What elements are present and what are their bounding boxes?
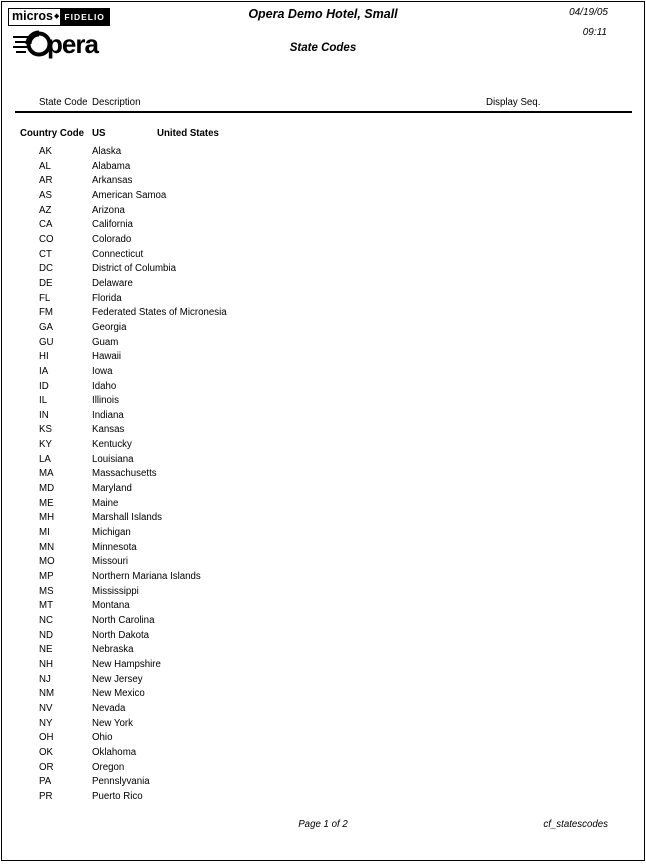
state-description-cell: Nevada <box>92 702 126 714</box>
hotel-name: Opera Demo Hotel, Small <box>248 7 398 21</box>
state-description-cell: Maine <box>92 497 119 509</box>
state-description-cell: Hawaii <box>92 351 122 363</box>
report-date: 04/19/05 <box>569 7 608 18</box>
state-code-cell: GA <box>39 321 53 333</box>
state-code-cell: CO <box>39 233 54 245</box>
state-code-cell: FL <box>39 292 51 304</box>
table-row <box>0 159 646 174</box>
state-code-cell: FM <box>39 307 53 319</box>
state-code-cell: IN <box>39 409 49 421</box>
table-row <box>0 613 646 628</box>
table-row <box>0 276 646 291</box>
state-description-cell: Northern Mariana Islands <box>92 571 201 583</box>
header-divider <box>15 111 632 113</box>
table-row <box>0 584 646 599</box>
state-code-cell: CA <box>39 219 53 231</box>
table-row <box>0 730 646 745</box>
state-description-cell: Colorado <box>92 233 132 245</box>
state-description-cell: District of Columbia <box>92 263 176 275</box>
table-row <box>0 525 646 540</box>
state-code-cell: PA <box>39 776 52 788</box>
table-row <box>0 203 646 218</box>
state-description-cell: New Mexico <box>92 688 145 700</box>
state-code-cell: DE <box>39 277 53 289</box>
table-row <box>0 598 646 613</box>
report-id: cf_statescodes <box>543 819 608 830</box>
table-row <box>0 437 646 452</box>
state-code-cell: LA <box>39 453 51 465</box>
state-code-cell: MP <box>39 571 54 583</box>
table-row <box>0 672 646 687</box>
state-description-cell: Alaska <box>92 146 122 157</box>
table-row <box>0 305 646 320</box>
state-description-cell: Massachusetts <box>92 468 157 480</box>
table-row <box>0 422 646 437</box>
state-description-cell: Illinois <box>92 395 119 407</box>
table-row <box>0 701 646 716</box>
state-description-cell: North Dakota <box>92 629 150 641</box>
state-description-cell: Marshall Islands <box>92 512 162 524</box>
state-code-cell: MT <box>39 600 53 612</box>
table-row <box>0 261 646 276</box>
state-description-cell: Minnesota <box>92 541 137 553</box>
header-description: Description <box>92 97 141 108</box>
state-code-cell: MO <box>39 556 55 568</box>
state-code-cell: NJ <box>39 673 51 685</box>
table-row <box>0 510 646 525</box>
table-row <box>0 232 646 247</box>
state-code-cell: HI <box>39 351 49 363</box>
table-row <box>0 745 646 760</box>
table-row <box>0 291 646 306</box>
state-description-cell: Mississippi <box>92 585 139 597</box>
state-code-list <box>0 144 646 804</box>
table-row <box>0 642 646 657</box>
table-row <box>0 452 646 467</box>
state-code-cell: NH <box>39 658 53 670</box>
state-description-cell: Federated States of Micronesia <box>92 307 227 319</box>
state-code-cell: AL <box>39 160 51 172</box>
micros-logo-text: micros <box>12 9 53 23</box>
page-number: Page 1 of 2 <box>298 819 348 830</box>
state-code-cell: NV <box>39 702 53 714</box>
table-row <box>0 173 646 188</box>
state-code-cell: OK <box>39 746 53 758</box>
diamond-icon: ◆ <box>54 13 60 20</box>
state-description-cell: American Samoa <box>92 189 167 201</box>
state-description-cell: Nebraska <box>92 644 134 656</box>
table-row <box>0 496 646 511</box>
table-row <box>0 540 646 555</box>
table-row <box>0 554 646 569</box>
table-row <box>0 247 646 262</box>
state-code-cell: ND <box>39 629 53 641</box>
state-code-cell: NY <box>39 717 53 729</box>
table-row <box>0 335 646 350</box>
country-code-value: US <box>92 128 106 139</box>
state-description-cell: Montana <box>92 600 130 612</box>
header-state-code: State Code <box>39 97 88 108</box>
table-row <box>0 686 646 701</box>
report-footer <box>0 819 646 833</box>
table-row <box>0 349 646 364</box>
state-description-cell: Pennslyvania <box>92 776 150 788</box>
opera-logo-text: pera <box>47 29 98 59</box>
state-code-cell: OR <box>39 761 54 773</box>
table-row <box>0 379 646 394</box>
state-description-cell: Alabama <box>92 160 131 172</box>
state-code-cell: NE <box>39 644 53 656</box>
state-code-cell: AR <box>39 175 53 187</box>
state-description-cell: New Hampshire <box>92 658 161 670</box>
state-description-cell: Louisiana <box>92 453 134 465</box>
state-description-cell: Oklahoma <box>92 746 137 758</box>
state-description-cell: Guam <box>92 336 119 348</box>
state-description-cell: Indiana <box>92 409 124 421</box>
state-description-cell: California <box>92 219 133 231</box>
country-code-label: Country Code <box>20 128 85 139</box>
table-row <box>0 789 646 804</box>
state-code-cell: NC <box>39 615 53 626</box>
table-row <box>0 760 646 775</box>
state-code-cell: GU <box>39 336 54 348</box>
table-row <box>0 466 646 481</box>
state-description-cell: Arizona <box>92 204 125 216</box>
state-code-cell: MD <box>39 483 55 495</box>
state-description-cell: Missouri <box>92 556 129 568</box>
state-code-cell: MH <box>39 512 55 524</box>
table-row <box>0 144 646 159</box>
state-code-cell: KY <box>39 439 52 451</box>
report-title: State Codes <box>289 42 357 54</box>
state-code-cell: AS <box>39 189 52 201</box>
state-description-cell: New Jersey <box>92 673 143 685</box>
table-row <box>0 217 646 232</box>
state-description-cell: Arkansas <box>92 175 133 187</box>
table-row <box>0 774 646 789</box>
state-code-cell: MA <box>39 468 54 480</box>
state-description-cell: Kansas <box>92 424 125 436</box>
table-row <box>0 569 646 584</box>
state-code-cell: ME <box>39 497 54 509</box>
report-time: 09:11 <box>582 27 607 38</box>
state-description-cell: Oregon <box>92 761 125 773</box>
fidelio-logo-text: FIDELIO <box>60 9 109 25</box>
table-header-row <box>0 97 646 109</box>
state-description-cell: North Carolina <box>92 615 155 626</box>
state-code-cell: OH <box>39 732 54 744</box>
header-display-seq: Display Seq. <box>486 97 541 108</box>
table-row <box>0 628 646 643</box>
table-row <box>0 188 646 203</box>
table-row <box>0 481 646 496</box>
state-description-cell: Michigan <box>92 527 131 539</box>
state-description-cell: Delaware <box>92 277 133 289</box>
country-name: United States <box>157 128 219 139</box>
table-row <box>0 320 646 335</box>
state-code-cell: DC <box>39 263 53 275</box>
state-code-cell: IL <box>39 395 48 407</box>
state-code-cell: IA <box>39 365 49 377</box>
state-description-cell: Idaho <box>92 380 117 392</box>
table-row <box>0 408 646 423</box>
country-group-row <box>0 128 646 140</box>
state-description-cell: Iowa <box>92 365 113 377</box>
state-code-cell: NM <box>39 688 55 700</box>
table-row <box>0 716 646 731</box>
state-code-cell: CT <box>39 248 52 260</box>
state-code-cell: MN <box>39 541 55 553</box>
table-row <box>0 364 646 379</box>
state-code-cell: MS <box>39 585 54 597</box>
state-code-cell: AK <box>39 146 52 157</box>
state-description-cell: Ohio <box>92 732 113 744</box>
state-description-cell: New York <box>92 717 133 729</box>
state-code-cell: MI <box>39 527 50 539</box>
state-description-cell: Maryland <box>92 483 132 495</box>
state-description-cell: Florida <box>92 292 122 304</box>
state-code-cell: ID <box>39 380 49 392</box>
state-description-cell: Connecticut <box>92 248 144 260</box>
table-row <box>0 657 646 672</box>
state-description-cell: Georgia <box>92 321 127 333</box>
state-description-cell: Kentucky <box>92 439 132 451</box>
state-description-cell: Puerto Rico <box>92 790 143 802</box>
state-code-cell: KS <box>39 424 52 436</box>
table-row <box>0 393 646 408</box>
state-code-cell: PR <box>39 790 53 802</box>
state-code-cell: AZ <box>39 204 52 216</box>
